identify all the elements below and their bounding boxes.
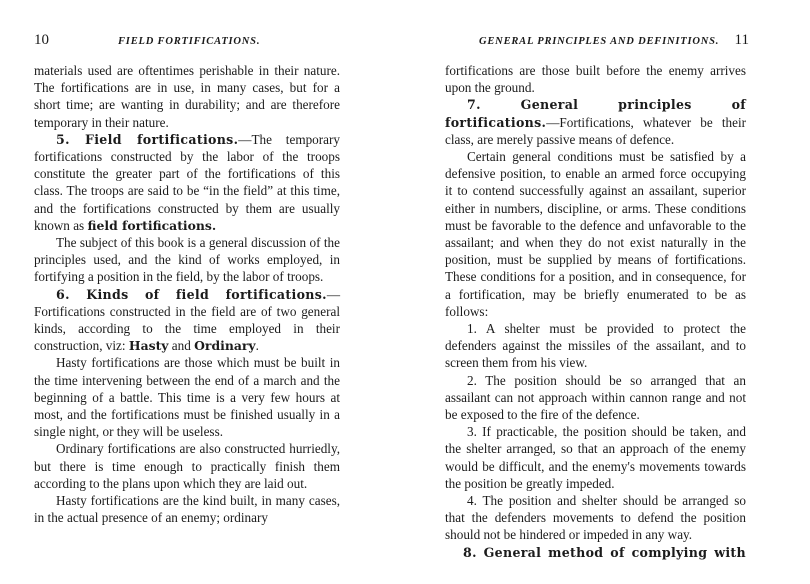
left-body-text xyxy=(34,62,340,526)
section-heading: 7. General principles of fortifications. xyxy=(445,97,746,130)
paragraph-text: and xyxy=(168,338,195,354)
bold-term: Hasty xyxy=(128,338,169,354)
section-7-paragraph xyxy=(445,96,746,148)
paragraph-text: —The temporary fortifications constructed by the labor of the troops constitute the greater part of the fortifications of this class. The troops are said to be “in the field” at this time, and the fortifications constructed by them are usually known as xyxy=(34,131,340,233)
page-number: 11 xyxy=(734,32,749,48)
section-heading: 8. General method of complying with xyxy=(463,544,746,560)
bold-term: field fortifications. xyxy=(87,217,217,233)
list-item: 1. A shelter must be provided to protect the defenders against the missiles of the assailant, and to screen them from his view. xyxy=(445,321,746,371)
paragraph: The subject of this book is a general discussion of the principles used, and the kind of works employed, in fortifying a position in the field, by the labor of troops. xyxy=(34,235,340,285)
right-running-head xyxy=(445,32,747,54)
paragraph: Hasty fortifications are the kind built, in many cases, in the actual presence of an enemy; ordinary xyxy=(34,493,340,526)
list-item: 2. The position should be so arranged that an assailant can not approach within cannon range and not be exposed to the fire of the defence. xyxy=(445,372,746,423)
paragraph: materials used are oftentimes perishable in their nature. The fortifications are in use, in many cases, but for a short time; are wanting in durability; and are therefore temporary in their nature. xyxy=(34,63,340,130)
section-heading: 5. Field fortifications. xyxy=(56,131,239,147)
paragraph-text: —Fortifications, whatever be their class, are merely passive means of defence. xyxy=(445,114,746,147)
paragraph-text: —Fortifications constructed in the field are of two general kinds, according to the time employed in their construction, viz: xyxy=(34,286,340,354)
right-body-text xyxy=(445,62,746,561)
paragraph-text: . xyxy=(255,338,259,354)
section-6-paragraph xyxy=(34,286,340,355)
section-5-paragraph xyxy=(34,131,340,234)
paragraph: Ordinary fortifications are also constructed hurriedly, but there is time enough to practically finish them according to the plans upon which they are laid out. xyxy=(34,441,340,491)
section-heading: 6. Kinds of field fortifications. xyxy=(56,286,327,302)
left-running-head xyxy=(34,32,342,54)
list-item: 3. If practicable, the position should be taken, and the shelter arranged, so that an approach of the enemy would be difficult, and the enemy's movements towards the position be greatly impeded. xyxy=(445,424,746,491)
bold-term: Ordinary xyxy=(194,338,256,354)
right-page xyxy=(405,0,810,584)
list-item: 4. The position and shelter should be arranged so that the defenders movements to defend the position should not be hindered or impeded in any way. xyxy=(445,493,746,543)
section-8-heading xyxy=(445,544,746,561)
running-title: GENERAL PRINCIPLES AND DEFINITIONS. xyxy=(479,36,720,47)
page-number: 10 xyxy=(34,32,49,48)
paragraph: Hasty fortifications are those which must be built in the time intervening between the end of a march and the beginning of a battle. This time is a very few hours at most, and the fortifications must be finished usually in a single night, or they will be useless. xyxy=(34,355,340,440)
paragraph: fortifications are those built before the enemy arrives upon the ground. xyxy=(445,63,746,96)
paragraph: Certain general conditions must be satisfied by a defensive position, to enable an armed force occupying it to contend successfully against an assailant, superior either in numbers, discipline, or arms. These conditions must be favorable to the defence and unfavorable to the assailant; and when they do not exist naturally in the position, must be supplied by means of fortifications. These conditions for a position, and in consequence, for a fortification, may be briefly enumerated to be as follows: xyxy=(445,149,746,319)
running-title: FIELD FORTIFICATIONS. xyxy=(118,36,261,47)
